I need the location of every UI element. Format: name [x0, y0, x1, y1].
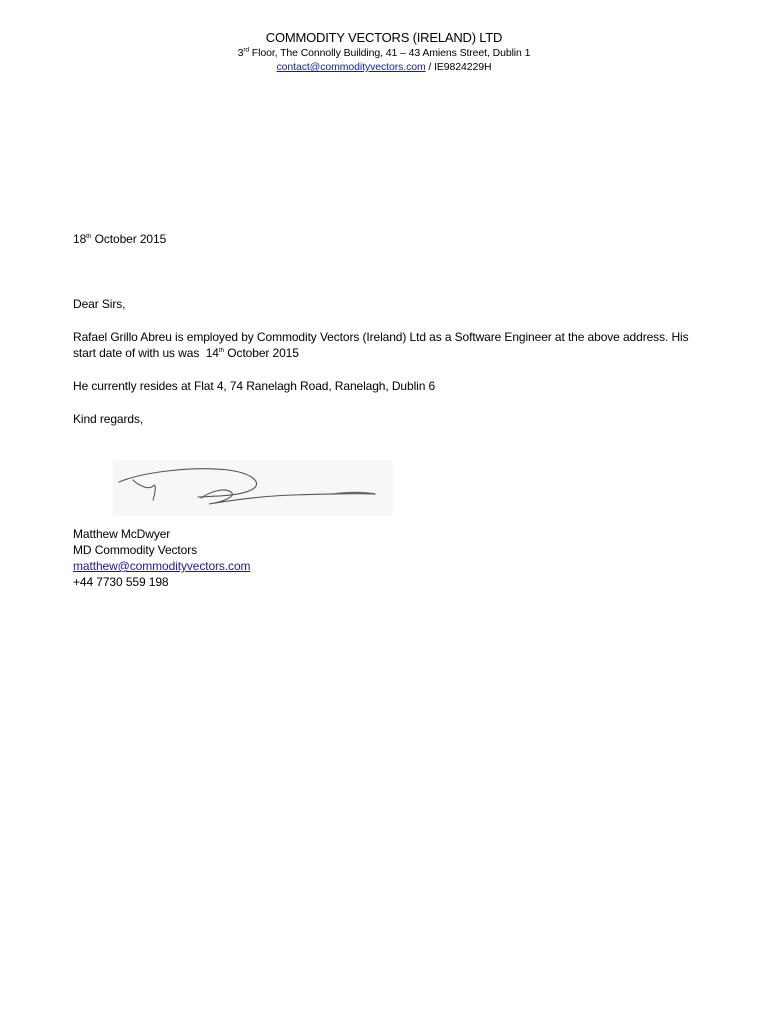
date-rest: October 2015	[91, 232, 167, 246]
letter-date	[73, 231, 166, 247]
date-suffix: th	[86, 233, 92, 240]
address-floor-suffix: rd	[243, 46, 249, 54]
signatory-title: MD Commodity Vectors	[73, 543, 198, 557]
start-date-suffix: th	[218, 347, 225, 354]
company-address	[0, 46, 768, 60]
contact-separator: /	[425, 61, 435, 73]
signatory-name: Matthew McDwyer	[73, 527, 171, 541]
address-floor-number: 3	[237, 47, 244, 59]
salutation: Dear Sirs,	[73, 297, 126, 311]
signatory-email-link[interactable]: matthew@commodityvectors.com	[73, 559, 251, 573]
address-rest: Floor, The Connolly Building, 41 – 43 Amiens Street, Dublin 1	[248, 47, 531, 59]
contact-email-link[interactable]: contact@commodityvectors.com	[276, 61, 426, 73]
company-contact	[0, 60, 768, 74]
start-date-rest: October 2015	[224, 346, 299, 360]
letterhead	[0, 30, 768, 74]
residence-paragraph: He currently resides at Flat 4, 74 Ranelagh Road, Ranelagh, Dublin 6	[73, 379, 436, 393]
date-day: 18	[73, 232, 87, 246]
signatory-phone: +44 7730 559 198	[73, 575, 169, 589]
company-name: COMMODITY VECTORS (IRELAND) LTD	[265, 30, 503, 45]
vat-number: IE9824229H	[434, 61, 492, 73]
employment-text: Rafael Grillo Abreu is employed by Commodity Vectors (Ireland) Ltd as a Software Engineer at the above address. His start date of with us was 14	[73, 330, 692, 360]
closing: Kind regards,	[73, 412, 144, 426]
handwritten-signature	[113, 460, 393, 516]
signatory-block	[73, 526, 250, 590]
employment-paragraph	[73, 329, 693, 361]
